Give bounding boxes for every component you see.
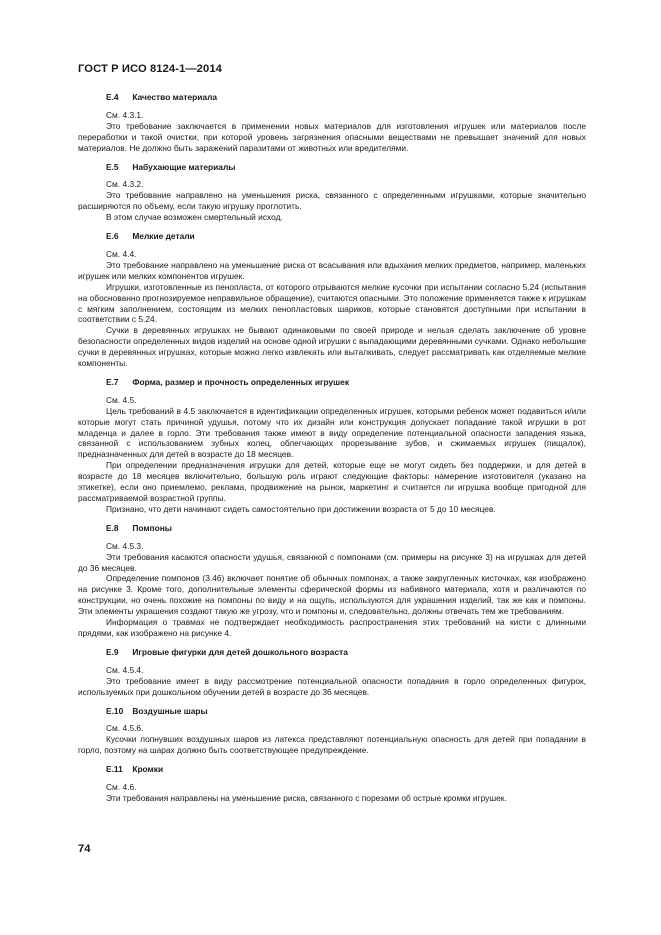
paragraph: Кусочки лопнувших воздушных шаров из латекса представляют потенциальную опасность для детей при попадании в горло, поэтому на шарах должно быть соответствующее предупреждение. xyxy=(78,734,586,756)
paragraph: Эти требования касаются опасности удушья, связанной с помпонами (см. примеры на рисунке 3) на игрушках для детей до 36 месяцев. xyxy=(78,551,586,573)
section-number: E.6 xyxy=(106,231,119,242)
section-number: E.4 xyxy=(106,92,119,102)
section xyxy=(78,764,586,804)
page-number: 74 xyxy=(78,843,91,855)
paragraph: Это требование заключается в применении новых материалов для изготовления игрушек или материалов после переработки и такой очистки, при которой уровень загрязнения опасными веществами не превышает значений для новых материалов. Не должно быть заражений паразитами от животных или вредителями. xyxy=(78,120,586,153)
clause-reference: См. 4.3.1. xyxy=(106,109,144,120)
section xyxy=(78,647,586,698)
section xyxy=(78,523,586,639)
section-title: Мелкие детали xyxy=(132,231,195,242)
section-heading xyxy=(78,162,586,173)
section-heading xyxy=(78,706,586,717)
paragraph: Цель требований в 4.5 заключается в идентификации определенных игрушек, которыми ребенок может подавиться и/или которые могут стать причиной удушья, потому что их дизайн или конструкция допускает попадание такой игрушки в рот младенца и далее в горло. Эти требования также имеют в виду определение потенциальной опасности западения языка, связанной с использованием зубных колец, облегчающих прорезывание зубов, и сжимаемых игрушек (пищалок), предназначенных для детей в возрасте до 18 месяцев. xyxy=(78,405,586,460)
paragraph: Это требование направлено на уменьшения риска, связанного с определенными игрушками, которые значительно расширяются по объему, если такую игрушку проглотить. xyxy=(78,190,586,212)
clause-reference: См. 4.5.3. xyxy=(106,540,144,551)
paragraph: Это требование направлено на уменьшение риска от всасывания или вдыхания мелких предметов, например, маленьких игрушек или мелких компонентов игрушек. xyxy=(78,259,586,281)
section-heading xyxy=(78,377,586,388)
paragraph: В этом случае возможен смертельный исход. xyxy=(106,212,283,223)
clause-reference: См. 4.4. xyxy=(106,248,137,259)
paragraph: Это требование имеет в виду рассмотрение потенциальной опасности попадания в горло определенных фигурок, используемых при дошкольном обучении детей в возрасте до 36 месяцев. xyxy=(78,675,586,697)
paragraph: Эти требования направлены на уменьшение риска, связанного с порезами об острые кромки игрушек. xyxy=(106,792,507,803)
section-number: E.11 xyxy=(106,764,123,775)
section-heading xyxy=(78,92,586,103)
section xyxy=(78,706,586,757)
paragraph: Определение помпонов (3.46) включает понятие об обычных помпонах, а также закругленных кисточках, как изображено на рисунке 3. Кроме того, дополнительные элементы сферической формы из набивного материала, хотя и различаются по конструкции, но очень похожие на помпоны по виду и на ощупь, используются для украшения изделий, так же как и помпоны. Эти элементы украшения создают такую же угрозу, что и помпоны и, следовательно, должны отвечать тем же требованиям. xyxy=(78,573,586,617)
section-title: Кромки xyxy=(132,764,164,775)
section-heading xyxy=(78,647,586,658)
clause-reference: См. 4.6. xyxy=(106,782,137,793)
section-number: E.5 xyxy=(106,161,119,172)
section-title: Качество материала xyxy=(132,92,218,102)
clause-reference: См. 4.5.6. xyxy=(106,723,144,734)
paragraph: При определении предназначения игрушки для детей, которые еще не могут сидеть без поддержки, и для детей в возрасте до 18 месяцев включительно, большую роль играют следующие факторы: намерение изготовителя (указано на этикетке), если оно приемлемо, реклама, продвижение на рынок, маркетинг и считается ли игрушка вообще пригодной для рассматриваемой возрастной группы. xyxy=(78,460,586,503)
section-heading xyxy=(78,523,586,534)
section xyxy=(78,231,586,369)
section-title: Игровые фигурки для детей дошкольного возраста xyxy=(132,646,348,657)
paragraph: Признано, что дети начинают сидеть самостоятельно при достижении возраста от 5 до 10 месяцев. xyxy=(106,503,496,514)
section xyxy=(78,377,586,515)
section-title: Форма, размер и прочность определенных игрушек xyxy=(132,376,350,387)
section-number: E.9 xyxy=(106,646,119,657)
clause-reference: См. 4.5. xyxy=(106,394,137,405)
paragraph: Сучки в деревянных игрушках не бывают одинаковыми по своей природе и нельзя сделать заключение об уровне безопасности определенных видов изделий на основе одной игрушки с выпадающими деревянными сучками. Однако небольшие сучки в деревянных игрушках, которые можно легко извлекать или выталкивать, следует рассматривать как отделяемые мелкие компоненты. xyxy=(78,325,586,369)
section-heading xyxy=(78,231,586,242)
section xyxy=(78,92,586,154)
document-header: ГОСТ Р ИСО 8124-1—2014 xyxy=(78,63,222,75)
section-title: Помпоны xyxy=(132,522,172,533)
section-title: Набухающие материалы xyxy=(132,161,236,172)
paragraph: Информация о травмах не подтверждает необходимость распространения этих требований на кисти с длинными прядями, как изображено на рисунке 4. xyxy=(78,617,586,638)
document-body xyxy=(78,92,586,804)
section-heading xyxy=(78,764,586,775)
paragraph: Игрушки, изготовленные из пенопласта, от которого отрываются мелкие кусочки при испытании согласно 5.24 (испытания на обоснованно прогнозируемое неправильное обращение), считаются опасными. Это положение применяется также к игрушкам с мягким заполнением, состоящим из мелких пенопластовых шариков, которые становятся доступными при испытании в соответствии с 5.24. xyxy=(78,281,586,325)
section-title: Воздушные шары xyxy=(132,705,208,716)
section-number: E.10 xyxy=(106,705,124,716)
section-number: E.7 xyxy=(106,376,119,387)
section xyxy=(78,162,586,224)
clause-reference: См. 4.5.4. xyxy=(106,664,144,675)
clause-reference: См. 4.3.2. xyxy=(106,179,144,190)
section-number: E.8 xyxy=(106,522,119,533)
